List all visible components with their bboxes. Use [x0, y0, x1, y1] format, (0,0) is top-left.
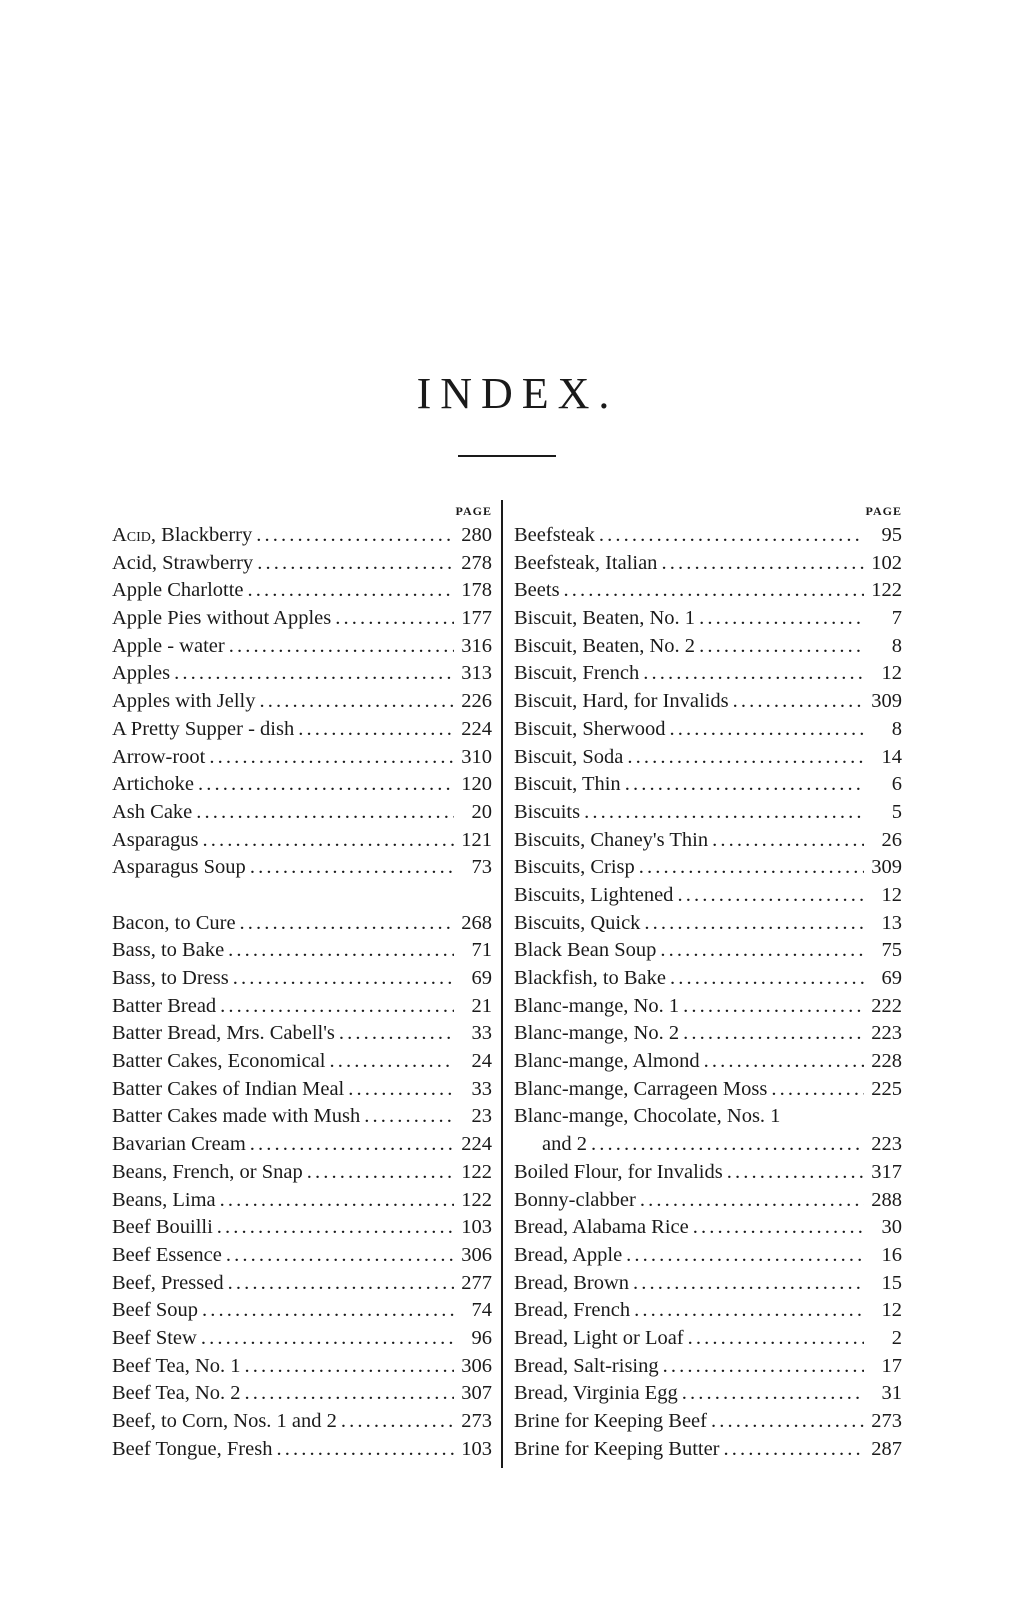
- dot-leader: [341, 1408, 454, 1436]
- entry-page-number: 121: [461, 828, 492, 851]
- entry-label: Bread, Alabama Rice: [514, 1216, 689, 1239]
- dot-leader: [198, 771, 454, 799]
- dot-leader: [591, 1131, 864, 1159]
- index-entry: [112, 854, 492, 882]
- entry-label: Bread, Salt-rising: [514, 1354, 659, 1377]
- index-entry: [514, 660, 902, 688]
- entry-label: Beef Soup: [112, 1299, 198, 1322]
- index-entry: [112, 1380, 492, 1408]
- entry-label: Beans, Lima: [112, 1188, 216, 1211]
- entry-label: Biscuits: [514, 800, 581, 823]
- index-entry: [112, 1103, 492, 1131]
- index-entry: [112, 1270, 492, 1298]
- index-entry: [112, 744, 492, 772]
- entry-label: Beef Stew: [112, 1326, 197, 1349]
- index-entry: [112, 1159, 492, 1187]
- entry-page-number: 12: [881, 883, 902, 906]
- dot-leader: [220, 993, 454, 1021]
- entry-label: Brine for Keeping Butter: [514, 1437, 720, 1460]
- index-entry: [112, 1325, 492, 1353]
- dot-leader: [660, 937, 864, 965]
- entry-label: Biscuits, Lightened: [514, 883, 674, 906]
- entry-page-number: 24: [471, 1050, 492, 1073]
- entry-page-number: 95: [881, 524, 902, 546]
- index-entry: [514, 633, 902, 661]
- entry-page-number: 33: [471, 1022, 492, 1045]
- entry-page-number: 2: [891, 1326, 902, 1349]
- entry-page-number: 12: [881, 662, 902, 685]
- entry-label: Biscuit, Beaten, No. 2: [514, 634, 696, 657]
- dot-leader: [209, 744, 454, 772]
- entry-label: Ash Cake: [112, 800, 193, 823]
- dot-leader: [644, 910, 864, 938]
- entry-page-number: 103: [461, 1216, 492, 1239]
- entry-label: Acid, Blackberry: [112, 524, 253, 546]
- page-title: INDEX.: [416, 369, 619, 418]
- index-entry: [112, 1187, 492, 1215]
- dot-leader: [771, 1076, 864, 1104]
- dot-leader: [250, 1131, 454, 1159]
- entry-page-number: 273: [461, 1410, 492, 1432]
- entry-page-number: 306: [461, 1243, 492, 1266]
- index-entry: [514, 744, 902, 772]
- entry-page-number: 317: [871, 1160, 902, 1183]
- entry-page-number: 307: [461, 1382, 492, 1405]
- entry-page-number: 17: [881, 1354, 902, 1377]
- index-entry: [112, 1242, 492, 1270]
- dot-leader: [228, 937, 454, 965]
- dot-leader: [307, 1159, 454, 1187]
- entry-label: Artichoke: [112, 773, 194, 796]
- entry-page-number: 222: [871, 994, 902, 1017]
- dot-leader: [663, 1353, 864, 1381]
- entry-page-number: 6: [891, 773, 902, 796]
- dot-leader: [688, 1325, 864, 1353]
- entry-label: Apple Pies without Apples: [112, 607, 332, 630]
- entry-page-number: 69: [471, 967, 492, 989]
- index-entry: [112, 688, 492, 716]
- small-caps-word: Acid: [112, 524, 151, 546]
- index-entry: [112, 910, 492, 938]
- dot-leader: [174, 660, 454, 688]
- entry-label: Beef Bouilli: [112, 1216, 213, 1239]
- entry-label: Biscuit, Hard, for Invalids: [514, 690, 729, 713]
- entry-label: Boiled Flour, for Invalids: [514, 1160, 723, 1183]
- dot-leader: [217, 1214, 454, 1242]
- index-entries-right: [514, 522, 902, 1463]
- entry-page-number: 26: [881, 828, 902, 851]
- entry-page-number: 310: [461, 745, 492, 768]
- entry-page-number: 75: [881, 939, 902, 962]
- entry-page-number: 277: [461, 1271, 492, 1294]
- entry-page-number: 122: [871, 579, 902, 602]
- index-entry: [514, 1020, 902, 1048]
- entry-page-number: 12: [881, 1299, 902, 1322]
- entry-page-number: 280: [461, 524, 492, 546]
- entry-label: Biscuits, Quick: [514, 911, 641, 934]
- entry-label: Bavarian Cream: [112, 1133, 246, 1156]
- entry-label: Arrow-root: [112, 745, 206, 768]
- index-entry: [514, 799, 902, 827]
- index-entry: [514, 937, 902, 965]
- index-entry: [514, 882, 902, 910]
- entry-label: Bread, Brown: [514, 1271, 630, 1294]
- dot-leader: [348, 1076, 454, 1104]
- entry-page-number: 33: [471, 1077, 492, 1100]
- dot-leader: [250, 854, 454, 882]
- entry-page-number: 69: [881, 967, 902, 989]
- index-entry: [112, 633, 492, 661]
- entry-label: Bread, Light or Loaf: [514, 1326, 684, 1349]
- entry-page-number: 7: [891, 607, 902, 630]
- dot-leader: [733, 688, 864, 716]
- dot-leader: [233, 965, 454, 993]
- index-entry: [514, 1048, 902, 1076]
- dot-leader: [670, 965, 864, 993]
- index-entry: [112, 1214, 492, 1242]
- dot-leader: [335, 605, 454, 633]
- entry-label: Beef Tea, No. 1: [112, 1354, 241, 1377]
- entry-label: Blackfish, to Bake: [514, 967, 667, 989]
- dot-leader: [584, 799, 864, 827]
- entry-page-number: 5: [891, 800, 902, 823]
- entry-label: Beef Tongue, Fresh: [112, 1437, 273, 1460]
- page-column-heading: PAGE: [865, 504, 902, 518]
- title-rule: [458, 455, 556, 457]
- dot-leader: [683, 993, 864, 1021]
- entry-page-number: 71: [471, 939, 492, 962]
- index-entry: [112, 771, 492, 799]
- entry-label: Batter Bread: [112, 994, 217, 1017]
- entry-label: Apple - water: [112, 634, 225, 657]
- dot-leader: [683, 1020, 864, 1048]
- entry-page-number: 316: [461, 634, 492, 657]
- dot-leader: [712, 827, 864, 855]
- entry-label: Batter Cakes made with Mush: [112, 1105, 361, 1128]
- index-entry: [514, 522, 902, 550]
- entry-page-number: 228: [871, 1050, 902, 1073]
- entry-label: Biscuit, Sherwood: [514, 717, 666, 740]
- index-entry: [514, 1103, 902, 1131]
- entry-label: Blanc-mange, No. 1: [514, 994, 680, 1017]
- index-entry: [112, 716, 492, 744]
- entry-page-number: 15: [881, 1271, 902, 1294]
- entry-page-number: 268: [461, 911, 492, 934]
- dot-leader: [711, 1408, 864, 1436]
- index-entry: [514, 1159, 902, 1187]
- dot-leader: [257, 550, 454, 578]
- entry-label: Bacon, to Cure: [112, 911, 236, 934]
- entry-page-number: 102: [871, 551, 902, 574]
- dot-leader: [276, 1436, 454, 1464]
- entry-label: Beef, Pressed: [112, 1271, 224, 1294]
- index-entry: [112, 577, 492, 605]
- entry-page-number: 224: [461, 1133, 492, 1156]
- dot-leader: [634, 1297, 864, 1325]
- index-entry: [112, 522, 492, 550]
- dot-leader: [724, 1436, 864, 1464]
- index-entry: [112, 965, 492, 993]
- entry-label: Blanc-mange, Carrageen Moss: [514, 1077, 768, 1100]
- dot-leader: [727, 1159, 864, 1187]
- page-column-heading: PAGE: [455, 504, 492, 518]
- index-entry: [514, 1076, 902, 1104]
- dot-leader: [640, 1187, 864, 1215]
- index-entry: [112, 550, 492, 578]
- entry-page-number: 120: [461, 773, 492, 796]
- entry-page-number: 287: [871, 1437, 902, 1460]
- entry-label: Apples with Jelly: [112, 690, 256, 713]
- index-entry: [514, 910, 902, 938]
- entry-label: Biscuits, Crisp: [514, 856, 635, 879]
- entry-label: Blanc-mange, No. 2: [514, 1022, 680, 1045]
- entry-label: Bread, Apple: [514, 1243, 623, 1266]
- entry-label: Bonny-clabber: [514, 1188, 636, 1211]
- entry-label: and 2: [542, 1133, 587, 1156]
- entry-page-number: 223: [871, 1022, 902, 1045]
- entry-label: Beans, French, or Snap: [112, 1160, 303, 1183]
- entry-page-number: 224: [461, 717, 492, 740]
- index-entry: [514, 1270, 902, 1298]
- entry-label: A Pretty Supper - dish: [112, 717, 295, 740]
- dot-leader: [201, 1325, 454, 1353]
- index-entry: [112, 1076, 492, 1104]
- entry-label: Biscuit, French: [514, 662, 640, 685]
- entry-label: Batter Cakes, Economical: [112, 1050, 326, 1073]
- dot-leader: [699, 605, 864, 633]
- entry-label: Beef, to Corn, Nos. 1 and 2: [112, 1410, 337, 1432]
- entry-page-number: 178: [461, 579, 492, 602]
- entry-label: Beef Essence: [112, 1243, 222, 1266]
- entry-page-number: 226: [461, 690, 492, 713]
- dot-leader: [682, 1380, 864, 1408]
- dot-leader: [627, 744, 864, 772]
- entry-label: Beef Tea, No. 2: [112, 1382, 241, 1405]
- dot-leader: [693, 1214, 864, 1242]
- entry-page-number: 278: [461, 551, 492, 574]
- dot-leader: [625, 771, 864, 799]
- entry-label: Beefsteak: [514, 524, 595, 546]
- index-entry: [514, 1187, 902, 1215]
- entry-page-number: 103: [461, 1437, 492, 1460]
- entry-page-number: 273: [871, 1410, 902, 1432]
- dot-leader: [202, 1297, 454, 1325]
- dot-leader: [229, 633, 454, 661]
- index-entry: [514, 1436, 902, 1464]
- entry-page-number: 30: [881, 1216, 902, 1239]
- entry-page-number: 288: [871, 1188, 902, 1211]
- dot-leader: [226, 1242, 454, 1270]
- entry-page-number: 13: [881, 911, 902, 934]
- entry-page-number: 225: [871, 1077, 902, 1100]
- entry-page-number: 73: [471, 856, 492, 879]
- index-entries-left: [112, 522, 492, 1463]
- dot-leader: [339, 1020, 454, 1048]
- index-entry: [514, 1380, 902, 1408]
- index-entry: [112, 1353, 492, 1381]
- dot-leader: [240, 910, 454, 938]
- dot-leader: [245, 1353, 454, 1381]
- entry-label: Asparagus Soup: [112, 856, 246, 879]
- entry-label: Brine for Keeping Beef: [514, 1410, 707, 1432]
- index-entry: [112, 1297, 492, 1325]
- index-entry: [514, 716, 902, 744]
- entry-label: Black Bean Soup: [514, 939, 657, 962]
- dot-leader: [704, 1048, 864, 1076]
- index-entry: [514, 1353, 902, 1381]
- entry-page-number: 223: [871, 1133, 902, 1156]
- entry-page-number: 309: [871, 856, 902, 879]
- entry-label: Biscuit, Thin: [514, 773, 621, 796]
- index-entry: [514, 827, 902, 855]
- column-divider: [501, 500, 503, 1468]
- dot-leader: [626, 1242, 864, 1270]
- index-entry: [112, 937, 492, 965]
- index-entry: [514, 605, 902, 633]
- index-entry: [112, 827, 492, 855]
- entry-label: Acid, Strawberry: [112, 551, 254, 574]
- entry-page-number: 74: [471, 1299, 492, 1322]
- index-entry: [514, 1242, 902, 1270]
- dot-leader: [329, 1048, 454, 1076]
- entry-page-number: 8: [891, 717, 902, 740]
- entry-page-number: 16: [881, 1243, 902, 1266]
- entry-label: Batter Cakes of Indian Meal: [112, 1077, 345, 1100]
- entry-label: Bread, French: [514, 1299, 631, 1322]
- dot-leader: [564, 577, 864, 605]
- dot-leader: [599, 522, 864, 550]
- index-entry: [514, 1297, 902, 1325]
- entry-spacer: [112, 882, 492, 910]
- index-entry: [514, 965, 902, 993]
- entry-page-number: 122: [461, 1160, 492, 1183]
- entry-label: Blanc-mange, Almond: [514, 1050, 700, 1073]
- index-entry: [112, 799, 492, 827]
- index-entry: [514, 550, 902, 578]
- index-column-right: [514, 500, 902, 1463]
- dot-leader: [245, 1380, 454, 1408]
- index-entry: [514, 1214, 902, 1242]
- entry-label: Biscuits, Chaney's Thin: [514, 828, 709, 851]
- entry-label: Batter Bread, Mrs. Cabell's: [112, 1022, 335, 1045]
- dot-leader: [196, 799, 454, 827]
- entry-label: Biscuit, Beaten, No. 1: [514, 607, 696, 630]
- entry-label: Asparagus: [112, 828, 199, 851]
- dot-leader: [260, 688, 455, 716]
- entry-page-number: 8: [891, 634, 902, 657]
- entry-page-number: 309: [871, 690, 902, 713]
- dot-leader: [661, 550, 864, 578]
- dot-leader: [220, 1187, 454, 1215]
- index-entry: [112, 1048, 492, 1076]
- entry-label: Bass, to Dress: [112, 967, 229, 989]
- entry-page-number: 313: [461, 662, 492, 685]
- dot-leader: [248, 577, 454, 605]
- index-entry: [514, 688, 902, 716]
- dot-leader: [228, 1270, 454, 1298]
- index-entry: [112, 993, 492, 1021]
- entry-page-number: 177: [461, 607, 492, 630]
- dot-leader: [298, 716, 454, 744]
- entry-page-number: 23: [471, 1105, 492, 1128]
- entry-label: Beefsteak, Italian: [514, 551, 658, 574]
- index-column-left: [112, 500, 492, 1463]
- entry-label: Apples: [112, 662, 171, 685]
- entry-label: Beets: [514, 579, 560, 602]
- index-entry: [514, 771, 902, 799]
- index-entry: [112, 1408, 492, 1436]
- index-entry: [112, 660, 492, 688]
- dot-leader: [633, 1270, 864, 1298]
- entry-page-number: 31: [881, 1382, 902, 1405]
- dot-leader: [669, 716, 864, 744]
- entry-page-number: 14: [881, 745, 902, 768]
- index-entry: [514, 1408, 902, 1436]
- dot-leader: [364, 1103, 454, 1131]
- dot-leader: [699, 633, 864, 661]
- index-entry: [112, 605, 492, 633]
- dot-leader: [256, 522, 454, 550]
- entry-page-number: 21: [471, 994, 492, 1017]
- entry-label: Blanc-mange, Chocolate, Nos. 1: [514, 1105, 781, 1128]
- entry-page-number: 306: [461, 1354, 492, 1377]
- entry-label: Biscuit, Soda: [514, 745, 624, 768]
- index-entry: [514, 1325, 902, 1353]
- index-entry: [514, 1131, 902, 1159]
- index-entry: [112, 1436, 492, 1464]
- dot-leader: [643, 660, 864, 688]
- entry-page-number: 122: [461, 1188, 492, 1211]
- entry-label: Bread, Virginia Egg: [514, 1382, 678, 1405]
- entry-label: Bass, to Bake: [112, 939, 225, 962]
- index-entry: [514, 993, 902, 1021]
- entry-page-number: 96: [471, 1326, 492, 1349]
- entry-page-number: 20: [471, 800, 492, 823]
- index-entry: [514, 577, 902, 605]
- entry-label: Apple Charlotte: [112, 579, 244, 602]
- index-entry: [514, 854, 902, 882]
- index-entry: [112, 1020, 492, 1048]
- index-entry: [112, 1131, 492, 1159]
- dot-leader: [677, 882, 864, 910]
- dot-leader: [203, 827, 454, 855]
- dot-leader: [639, 854, 864, 882]
